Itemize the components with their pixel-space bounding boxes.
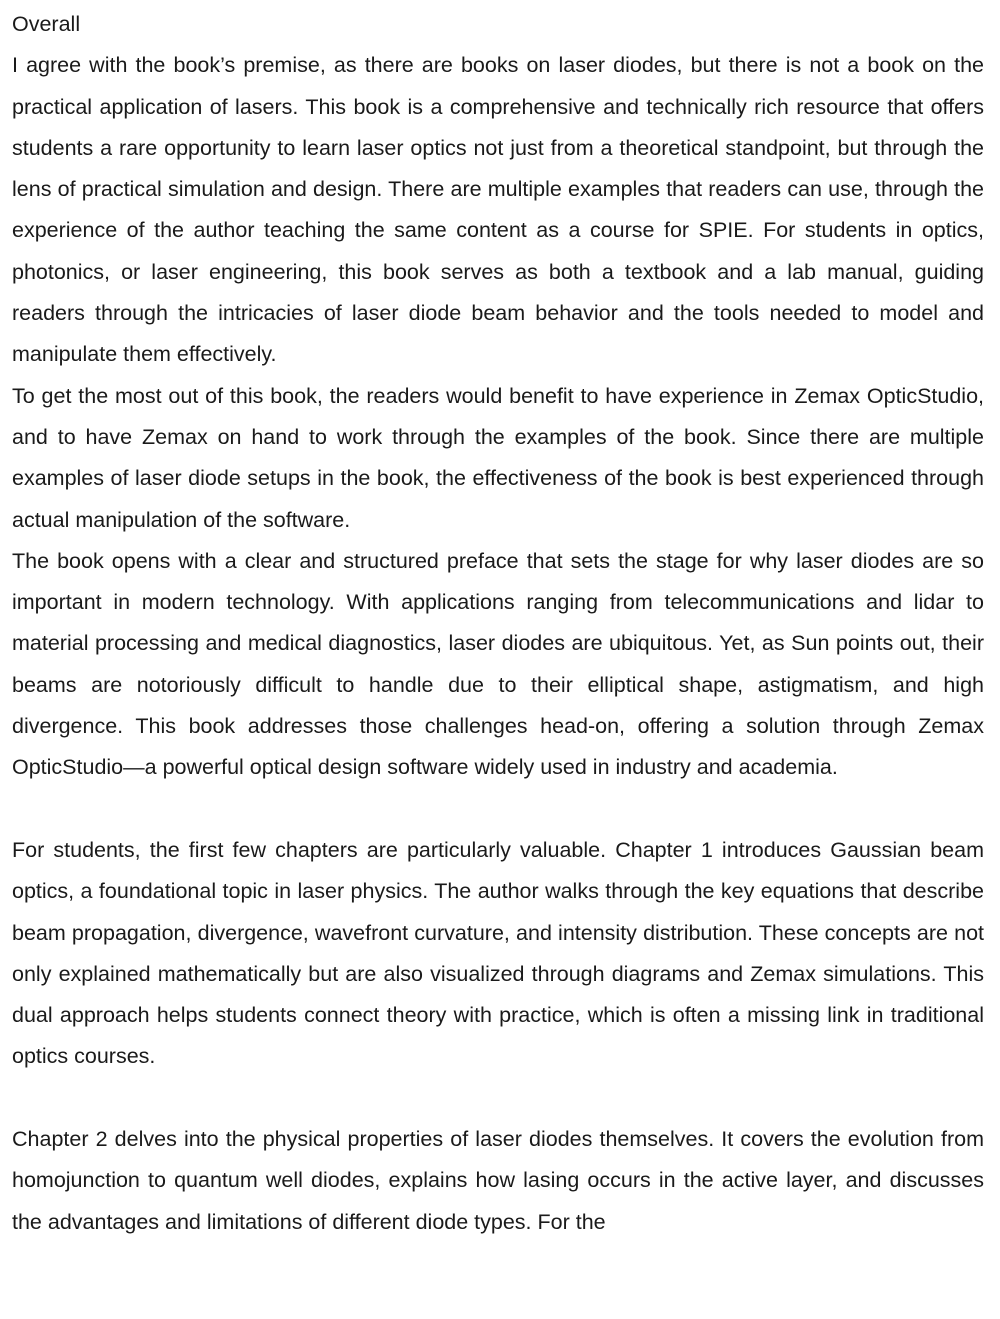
paragraph-chapter-1: For students, the first few chapters are particularly valuable. Chapter 1 introduces Gaussian beam optics, a foundational topic in laser physics. The author walks through the key equations that describe beam propagation, divergence, wavefront curvature, and intensity distribution. These concepts are not only explained mathematically but are also visualized through diagrams and Zemax simulations. This dual approach helps students connect theory with practice, which is often a missing link in traditional optics courses.	[12, 837, 984, 1069]
paragraph-prerequisites: To get the most out of this book, the readers would benefit to have experience in Zemax OpticStudio, and to have Zemax on hand to work through the examples of the book. Since there are multiple examples of laser diode setups in the book, the effectiveness of the book is best experienced through actual manipulation of the software.	[12, 383, 984, 532]
section-heading: Overall	[12, 12, 81, 36]
paragraph-chapter-2: Chapter 2 delves into the physical properties of laser diodes themselves. It covers the evolution from homojunction to quantum well diodes, explains how lasing occurs in the active layer, and discusses the advantages and limitations of different diode types. For the	[12, 1127, 984, 1234]
paragraph-preface: The book opens with a clear and structured preface that sets the stage for why laser diodes are so important in modern technology. With applications ranging from telecommunications and lidar to material processing and medical diagnostics, laser diodes are ubiquitous. Yet, as Sun points out, their beams are notoriously difficult to handle due to their elliptical shape, astigmatism, and high divergence. This book addresses those challenges head-on, offering a solution through Zemax OpticStudio—a powerful optical design software widely used in industry and academia.	[12, 548, 984, 780]
paragraph-premise: I agree with the book’s premise, as there are books on laser diodes, but there is not a book on the practical application of lasers. This book is a comprehensive and technically rich resource that offers students a rare opportunity to learn laser optics not just from a theoretical standpoint, but through the lens of practical simulation and design. There are multiple examples that readers can use, through the experience of the author teaching the same content as a course for SPIE. For students in optics, photonics, or laser engineering, this book serves as both a textbook and a lab manual, guiding readers through the intricacies of laser diode beam behavior and the tools needed to model and manipulate them effectively.	[12, 53, 984, 367]
